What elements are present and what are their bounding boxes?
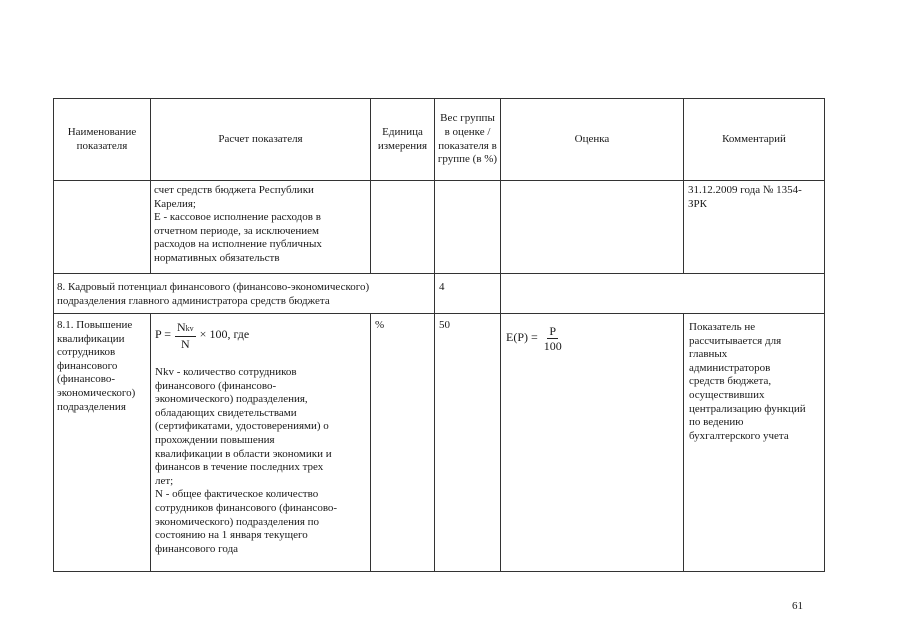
text-line: экономического) подразделения,	[155, 393, 308, 406]
text-line: состоянию на 1 января текущего	[155, 529, 308, 542]
row81-weight	[436, 318, 500, 334]
group8-weight-value: 4	[439, 281, 445, 293]
text-line: администраторов	[689, 361, 771, 374]
text-line: централизацию функций	[689, 402, 806, 415]
header-name-text: Наименование показателя	[67, 125, 137, 152]
text-line: квалификации в области экономики и	[155, 447, 332, 460]
numerator-symbol: N	[177, 319, 186, 334]
eval-lhs: E(P) =	[506, 330, 538, 345]
text-line: отчетном периоде, за исключением	[154, 224, 319, 237]
text-line: Nkv - количество сотрудников	[155, 366, 297, 378]
row81-unit-value: %	[375, 319, 385, 331]
column-separator	[683, 313, 684, 572]
cont-calc	[151, 183, 370, 267]
header-calc	[151, 99, 370, 180]
table-border-right	[824, 98, 825, 572]
header-calc-text: Расчет показателя	[218, 132, 303, 145]
text-line: (финансово-	[57, 373, 115, 386]
text-line: бухгалтерского учета	[689, 429, 789, 442]
formula-rest: × 100, где	[199, 327, 250, 342]
text-line: ЗРК	[688, 197, 707, 210]
header-comment	[684, 99, 824, 180]
calc-formula	[155, 318, 367, 352]
text-line: счет средств бюджета Республики	[154, 184, 314, 196]
group8-weight	[436, 280, 500, 296]
text-line: подразделения главного администратора средств бюджета	[57, 294, 330, 307]
eval-numerator: P	[549, 323, 557, 338]
row81-unit	[372, 318, 434, 334]
header-eval-text: Оценка	[574, 132, 610, 145]
text-line: лет;	[155, 474, 174, 487]
text-line: прохождении повышения	[155, 433, 275, 446]
formula-lhs: P =	[155, 327, 171, 342]
text-line: сотрудников финансового (финансово-	[155, 501, 338, 514]
text-line: экономического) подразделения по	[155, 515, 320, 528]
text-line: финансового	[57, 359, 118, 372]
row-separator	[53, 273, 825, 274]
text-line: средств бюджета,	[689, 375, 772, 388]
header-weight	[435, 99, 500, 180]
column-separator	[370, 313, 371, 572]
formula-denominator: N	[181, 336, 190, 351]
header-comment-text: Комментарий	[722, 132, 786, 145]
text-line: финансов в течение последних трех	[155, 461, 324, 474]
text-line: Карелия;	[154, 197, 196, 210]
text-line: подразделения	[57, 400, 126, 413]
column-separator	[150, 313, 151, 572]
formula-fraction	[175, 320, 196, 351]
numerator-subscript: kv	[185, 323, 194, 333]
row81-eval	[506, 320, 682, 356]
header-weight-text: Вес группы в оценке / показателя в группе (в %)	[437, 112, 498, 166]
table-border-bottom	[53, 571, 825, 572]
row-separator	[53, 313, 825, 314]
text-line: экономического)	[57, 386, 136, 399]
cont-comment	[685, 183, 824, 212]
header-unit-text: Единица измерения	[377, 125, 428, 152]
text-line: финансового года	[155, 542, 239, 555]
eval-denominator: 100	[543, 338, 562, 353]
text-line: 8. Кадровый потенциал финансового (финансово-экономического)	[57, 281, 370, 293]
row81-weight-value: 50	[439, 319, 450, 331]
header-name	[54, 99, 150, 180]
text-line: обладающих свидетельствами	[155, 406, 297, 419]
text-line: квалификации	[57, 332, 125, 345]
row81-name	[54, 318, 150, 415]
eval-fraction	[542, 324, 564, 353]
text-line: 8.1. Повышение	[57, 319, 133, 331]
text-line: Е - кассовое исполнение расходов в	[154, 211, 321, 224]
text-line: Показатель не	[689, 321, 756, 333]
header-eval	[501, 99, 683, 180]
text-line: финансового (финансово-	[155, 379, 277, 392]
formula-numerator	[175, 320, 196, 337]
page-number: 61	[792, 600, 803, 612]
row81-comment	[686, 320, 824, 444]
text-line: сотрудников	[57, 346, 116, 359]
text-line: 31.12.2009 года № 1354-	[688, 184, 802, 196]
row81-calc	[152, 318, 370, 556]
text-line: нормативных обязательств	[154, 251, 280, 264]
text-line: осуществивших	[689, 388, 765, 401]
text-line: главных	[689, 348, 728, 361]
header-separator	[53, 180, 825, 181]
header-unit	[371, 99, 434, 180]
group8-title	[54, 280, 434, 309]
text-line: (сертификатами, удостоверениями) о	[155, 420, 329, 433]
text-line: по ведению	[689, 416, 744, 429]
text-line: расходов на исполнение публичных	[154, 238, 322, 251]
text-line: рассчитывается для	[689, 334, 782, 347]
text-line: N - общее фактическое количество	[155, 488, 319, 501]
eval-formula	[506, 320, 682, 356]
